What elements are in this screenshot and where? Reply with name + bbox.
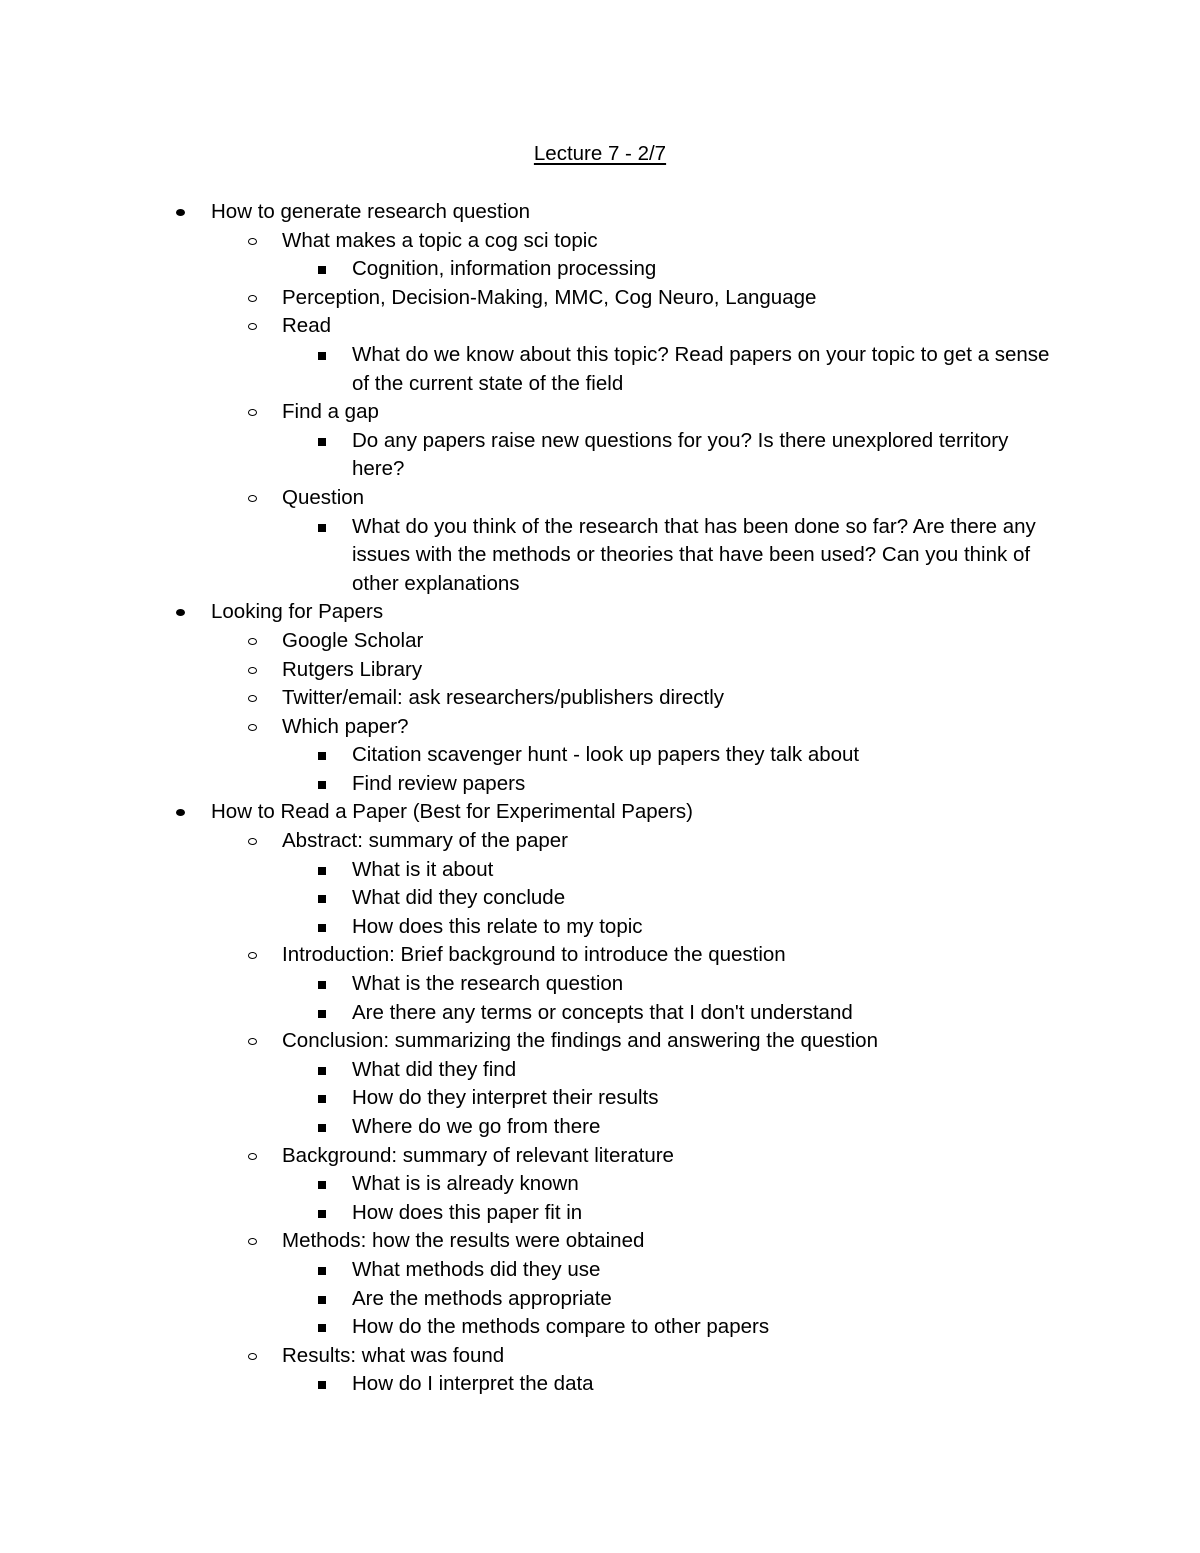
circle-bullet-icon [248, 667, 257, 674]
outline-item-text: Where do we go from there [352, 1115, 601, 1138]
disc-bullet-icon [176, 609, 185, 616]
outline-item-level3 [0, 1256, 1200, 1285]
outline-item-text: How do I interpret the data [352, 1372, 594, 1396]
square-bullet-icon [318, 1381, 326, 1389]
outline-item-level2 [0, 484, 1200, 598]
outline-item-level2 [0, 1142, 1200, 1228]
outline-item-text: Looking for Papers [211, 600, 384, 624]
circle-bullet-icon [248, 952, 257, 959]
square-bullet-icon [318, 352, 326, 360]
square-bullet-icon [318, 1296, 326, 1304]
outline-sublist [0, 1256, 1200, 1342]
outline-item-level2 [0, 312, 1200, 398]
outline-item-level2 [0, 627, 1200, 656]
outline-item-level3 [0, 884, 1200, 913]
outline-sublist [0, 1370, 1200, 1399]
outline-item-text: Are the methods appropriate [352, 1286, 612, 1310]
outline-sublist [0, 255, 1200, 284]
outline-item-level2 [0, 1227, 1200, 1341]
square-bullet-icon [318, 266, 326, 274]
circle-bullet-icon [248, 495, 257, 502]
outline-sublist [0, 627, 1200, 799]
outline-sublist [0, 1170, 1200, 1227]
outline-item-text: How do the methods compare to other papers [352, 1315, 770, 1339]
outline-item-text: Find a gap [282, 400, 379, 424]
square-bullet-icon [318, 981, 326, 989]
square-bullet-icon [318, 1095, 326, 1103]
square-bullet-icon [318, 1124, 326, 1132]
outline-item-text: Which paper? [282, 714, 409, 738]
square-bullet-icon [318, 438, 326, 446]
outline-sublist [0, 856, 1200, 942]
outline-item-text: How to generate research question [211, 200, 531, 223]
outline-item-text: What is is already known [352, 1172, 579, 1196]
outline-item-level3 [0, 770, 1200, 799]
outline-item-text: Results: what was found [282, 1343, 505, 1367]
outline-item-text: Introduction: Brief background to introduce the question [282, 943, 786, 967]
outline-item-text: Rutgers Library [282, 657, 423, 681]
outline-item-text: What did they find [352, 1057, 517, 1081]
outline-item-text: What did they conclude [352, 886, 566, 910]
outline-item-text: Perception, Decision-Making, MMC, Cog Neuro, Language [282, 285, 817, 309]
outline-item-level1 [0, 798, 1200, 1398]
outline-item-level2 [0, 827, 1200, 941]
outline-item-level3 [0, 1084, 1200, 1113]
outline-item-level3 [0, 970, 1200, 999]
circle-bullet-icon [248, 724, 257, 731]
square-bullet-icon [318, 924, 326, 932]
circle-bullet-icon [248, 1038, 257, 1045]
outline-item-level1 [0, 598, 1200, 798]
outline-sublist [0, 427, 1200, 484]
outline-item-level3 [0, 856, 1200, 885]
outline-item-text: Read [282, 314, 332, 338]
outline-item-level3 [0, 255, 1200, 284]
outline-item-text: Google Scholar [282, 628, 424, 652]
outline-item-text: Find review papers [352, 771, 526, 795]
outline-item-text: Methods: how the results were obtained [282, 1229, 645, 1253]
outline-list [0, 198, 1200, 1399]
square-bullet-icon [318, 1181, 326, 1189]
disc-bullet-icon [176, 809, 185, 816]
square-bullet-icon [318, 1067, 326, 1075]
disc-bullet-icon [176, 209, 185, 216]
outline-item-text: What do we know about this topic? Read papers on your topic to get a sense of the current state of the field [352, 342, 1050, 395]
outline-item-level3 [0, 1056, 1200, 1085]
outline-item-level3 [0, 1370, 1200, 1399]
outline-item-text: Question [282, 485, 365, 509]
outline-item-text: What is it about [352, 857, 494, 881]
square-bullet-icon [318, 895, 326, 903]
outline-sublist [0, 970, 1200, 1027]
outline-sublist [0, 827, 1200, 1399]
outline-item-level3 [0, 1170, 1200, 1199]
outline-item-text: Are there any terms or concepts that I don't understand [352, 1000, 853, 1024]
square-bullet-icon [318, 781, 326, 789]
outline-item-level2 [0, 684, 1200, 713]
circle-bullet-icon [248, 1353, 257, 1360]
outline-item-level3 [0, 1285, 1200, 1314]
square-bullet-icon [318, 1324, 326, 1332]
outline-sublist [0, 341, 1200, 398]
circle-bullet-icon [248, 409, 257, 416]
outline-item-level1 [0, 198, 1200, 598]
outline-item-level2 [0, 284, 1200, 313]
square-bullet-icon [318, 1210, 326, 1218]
circle-bullet-icon [248, 238, 257, 245]
outline-sublist [0, 513, 1200, 599]
outline-item-level3 [0, 1313, 1200, 1342]
outline-item-text: Do any papers raise new questions for you? Is there unexplored territory here? [352, 428, 1009, 481]
outline-item-text: Background: summary of relevant literature [282, 1143, 674, 1167]
outline-item-text: How to Read a Paper (Best for Experimental Papers) [211, 800, 693, 824]
outline-item-text: Conclusion: summarizing the findings and answering the question [282, 1029, 878, 1053]
outline-item-level3 [0, 741, 1200, 770]
square-bullet-icon [318, 752, 326, 760]
outline-item-level3 [0, 1113, 1200, 1142]
outline-sublist [0, 227, 1200, 599]
outline-item-text: Citation scavenger hunt - look up papers they talk about [352, 743, 860, 767]
outline-item-text: What methods did they use [352, 1257, 601, 1281]
outline-item-level3 [0, 913, 1200, 942]
outline-item-level2 [0, 227, 1200, 284]
circle-bullet-icon [248, 638, 257, 645]
circle-bullet-icon [248, 838, 257, 845]
circle-bullet-icon [248, 695, 257, 702]
square-bullet-icon [318, 1010, 326, 1018]
outline-item-level2 [0, 656, 1200, 685]
outline-item-text: Twitter/email: ask researchers/publishers directly [282, 686, 725, 710]
outline-item-text: What is the research question [352, 972, 624, 996]
circle-bullet-icon [248, 1238, 257, 1245]
circle-bullet-icon [248, 323, 257, 330]
outline-item-level2 [0, 1342, 1200, 1399]
outline-item-text: How does this relate to my topic [352, 914, 643, 938]
outline-item-text: What makes a topic a cog sci topic [282, 228, 598, 252]
outline-item-text: Abstract: summary of the paper [282, 829, 568, 853]
square-bullet-icon [318, 524, 326, 532]
outline-item-text: Cognition, information processing [352, 257, 657, 281]
square-bullet-icon [318, 867, 326, 875]
outline-item-level3 [0, 999, 1200, 1028]
outline-item-level2 [0, 1027, 1200, 1141]
outline-item-level2 [0, 713, 1200, 799]
outline-item-level3 [0, 513, 1200, 599]
outline-item-text: What do you think of the research that has been done so far? Are there any issues with the methods or theories that have been used? Can you think of other explanations [352, 514, 1036, 595]
outline-sublist [0, 741, 1200, 798]
outline-sublist [0, 1056, 1200, 1142]
circle-bullet-icon [248, 1153, 257, 1160]
outline-item-level2 [0, 941, 1200, 1027]
outline-item-level3 [0, 427, 1200, 484]
outline-item-level3 [0, 341, 1200, 398]
outline-item-text: How do they interpret their results [352, 1086, 659, 1110]
page-title: Lecture 7 - 2/7 [533, 142, 667, 165]
circle-bullet-icon [248, 295, 257, 302]
outline-item-level2 [0, 398, 1200, 484]
outline-item-text: How does this paper fit in [352, 1200, 583, 1224]
square-bullet-icon [318, 1267, 326, 1275]
outline-item-level3 [0, 1199, 1200, 1228]
